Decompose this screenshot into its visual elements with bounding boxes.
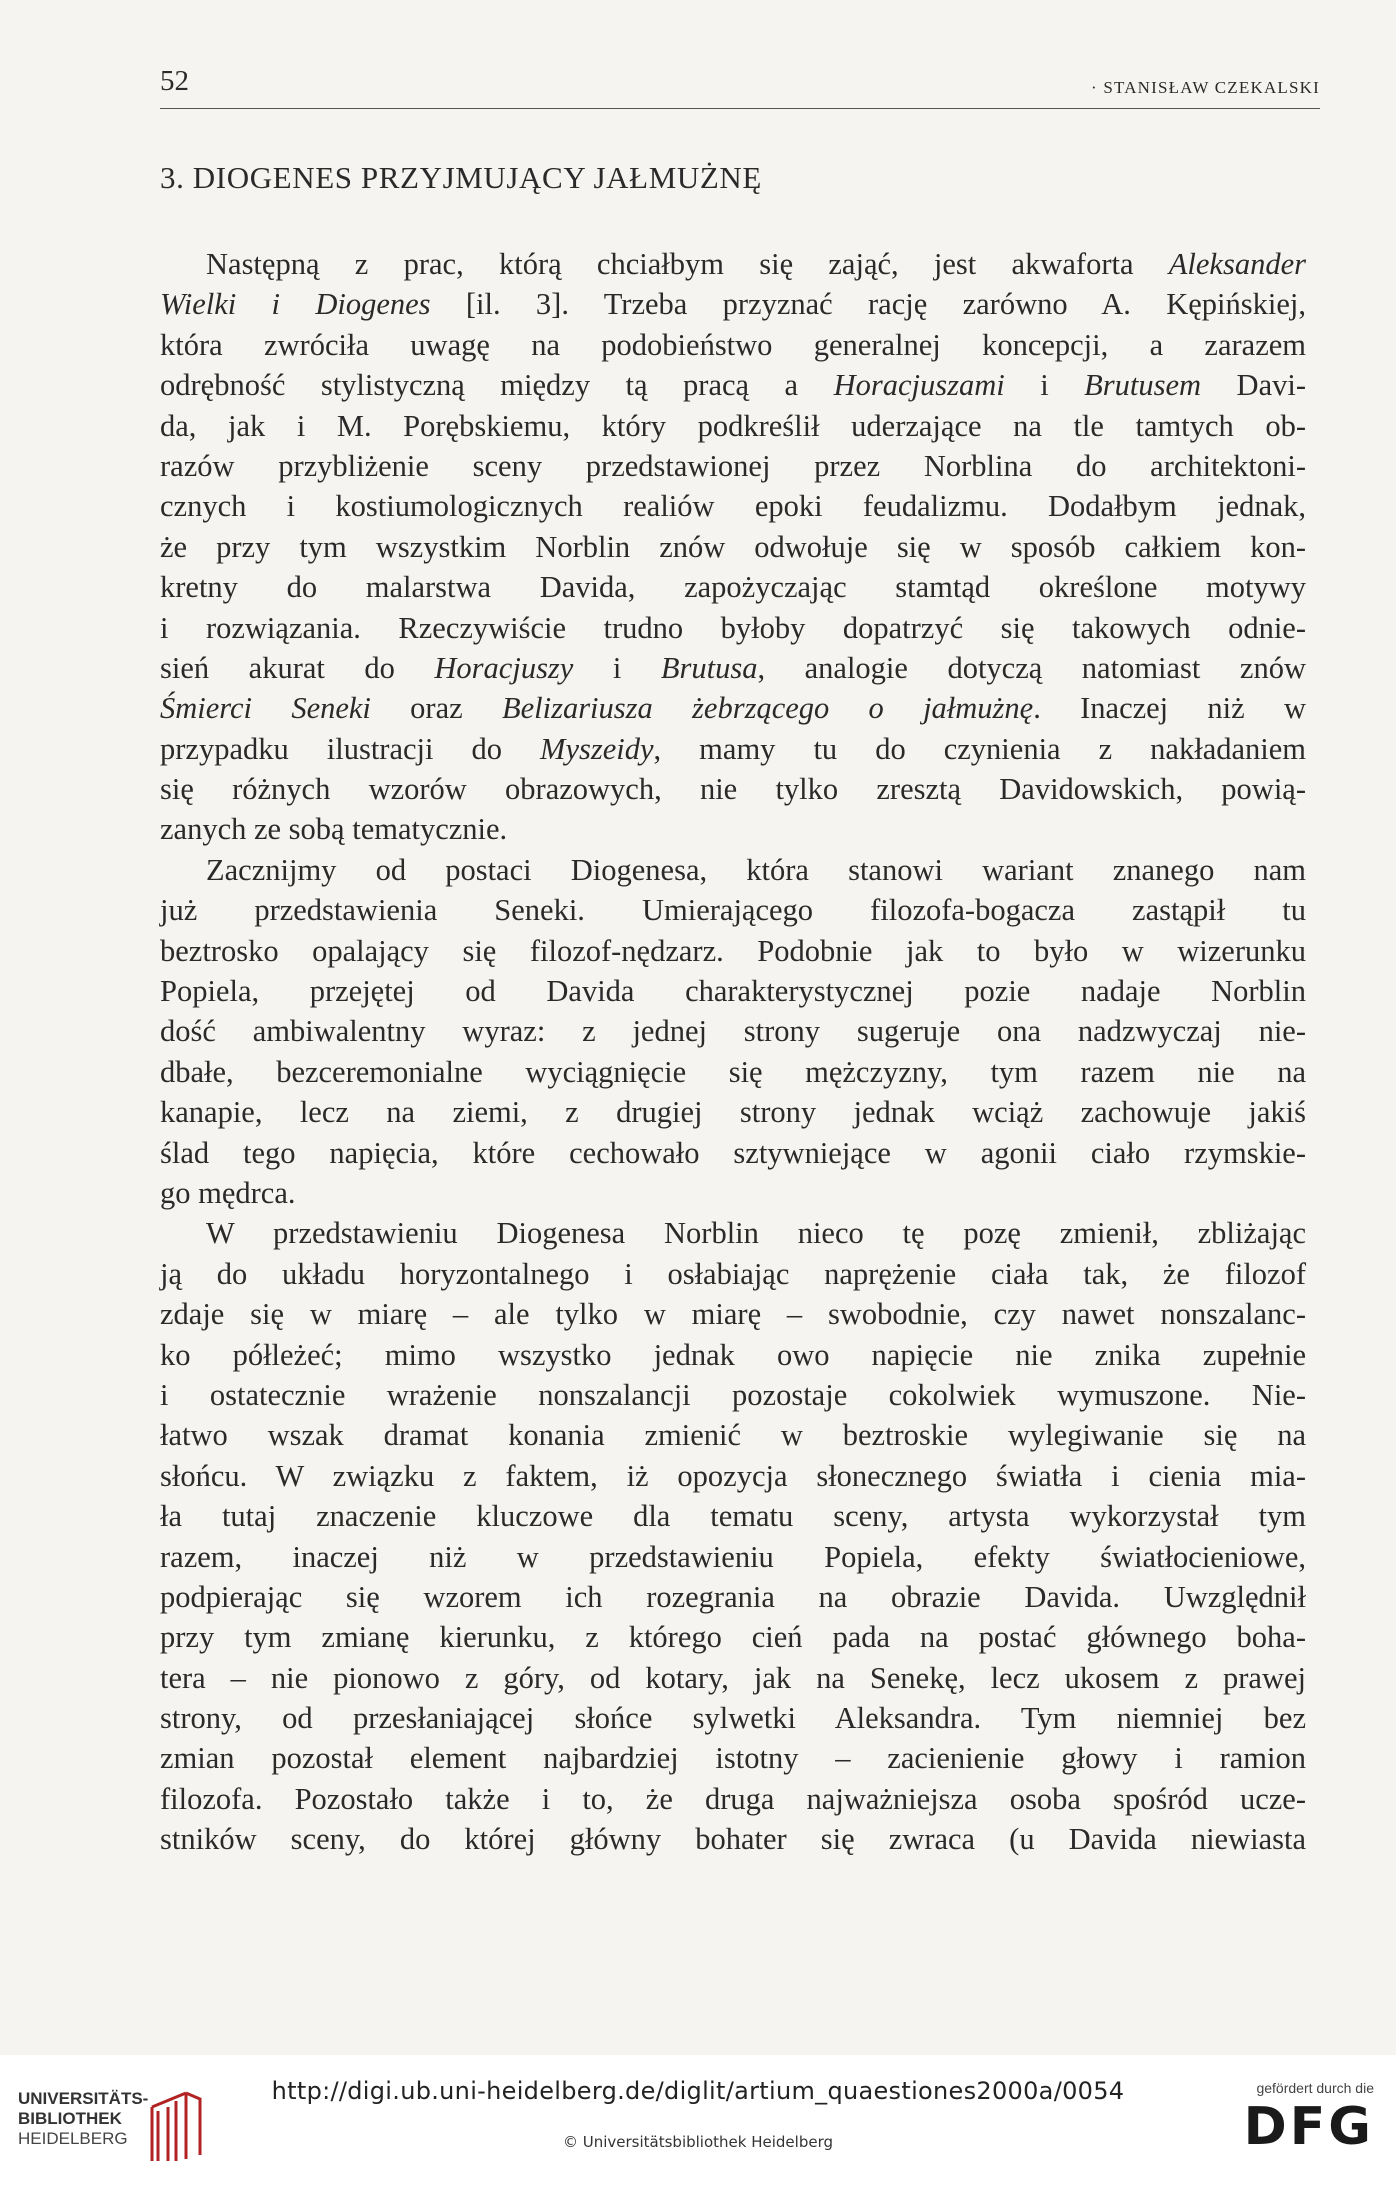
text-segment: ją do układu horyzontalnego i osłabiając naprężenie ciała tak, że filozof — [160, 1256, 1306, 1291]
text-segment: i ostatecznie wrażenie nonszalancji pozostaje cokolwiek wymuszone. Nie- — [160, 1377, 1306, 1412]
text-line — [160, 1335, 1306, 1375]
text-segment: ślad tego napięcia, które cechowało sztywniejące w agonii ciało rzymskie- — [160, 1135, 1306, 1170]
text-segment: , analogie dotyczą natomiast znów — [757, 650, 1306, 685]
text-line — [160, 850, 1306, 890]
text-segment: razem, inaczej niż w przedstawieniu Popiela, efekty światłocieniowe, — [160, 1539, 1306, 1574]
italic-title: Myszeidy — [540, 731, 654, 766]
text-line — [160, 971, 1306, 1011]
text-segment: przypadku ilustracji do — [160, 731, 541, 766]
italic-title: Wielki i Diogenes — [160, 287, 431, 322]
text-line — [160, 931, 1306, 971]
text-segment: razów przybliżenie sceny przedstawionej przez Norblina do architektoni- — [160, 448, 1306, 483]
italic-title: Belizariusza żebrzącego o jałmużnę — [501, 691, 1034, 726]
library-name-line1: UNIVERSITÄTS- — [18, 2089, 149, 2108]
text-line — [160, 1011, 1306, 1051]
text-line — [160, 1698, 1306, 1738]
text-line — [160, 1537, 1306, 1577]
text-segment: dbałe, bezceremonialne wyciągnięcie się mężczyzny, tym razem nie na — [160, 1054, 1306, 1089]
text-line — [160, 486, 1306, 526]
text-line — [160, 1173, 1306, 1213]
text-segment: już przedstawienia Seneki. Umierającego filozofa-bogacza zastąpił tu — [160, 893, 1306, 928]
source-url[interactable]: http://digi.ub.uni-heidelberg.de/diglit/artium_quaestiones2000a/0054 — [271, 2077, 1125, 2105]
text-segment: ko półleżeć; mimo wszystko jednak owo napięcie nie znika zupełnie — [160, 1337, 1306, 1372]
text-line — [160, 1738, 1306, 1778]
running-head-author: · STANISŁAW CZEKALSKI — [1091, 78, 1320, 97]
text-segment: podpierając się wzorem ich rozegrania na obrazie Davida. Uwzględnił — [160, 1579, 1306, 1614]
text-segment: Zacznijmy od postaci Diogenesa, która stanowi wariant znanego nam — [206, 852, 1306, 887]
text-line — [160, 527, 1306, 567]
text-line — [160, 567, 1306, 607]
body-text — [160, 244, 1306, 1860]
section-title: 3. DIOGENES PRZYJMUJĄCY JAŁMUŻNĘ — [160, 160, 762, 195]
text-segment: łatwo wszak dramat konania zmienić w beztroskie wylegiwanie się na — [160, 1418, 1306, 1453]
text-segment: dość ambiwalentny wyraz: z jednej strony sugeruje ona nadzwyczaj nie- — [160, 1014, 1306, 1049]
text-segment: zdaje się w miarę – ale tylko w miarę – swobodnie, czy nawet nonszalanc- — [160, 1297, 1306, 1332]
text-segment: Popiela, przejętej od Davida charakterystycznej pozie nadaje Norblin — [160, 974, 1306, 1009]
italic-title: Aleksander — [1168, 247, 1306, 281]
text-line — [160, 1415, 1306, 1455]
text-segment: tera – nie pionowo z góry, od kotary, jak na Senekę, lecz ukosem z prawej — [160, 1660, 1306, 1695]
text-line — [160, 890, 1306, 930]
text-line — [160, 1294, 1306, 1334]
text-line — [160, 1658, 1306, 1698]
text-line — [160, 1052, 1306, 1092]
text-segment: przy tym zmianę kierunku, z którego cień pada na postać głównego boha- — [160, 1620, 1306, 1655]
text-line — [160, 1456, 1306, 1496]
text-segment: [il. 3]. Trzeba przyznać rację zarówno A. Kępińskiej, — [430, 287, 1306, 322]
text-line — [160, 688, 1306, 728]
text-segment: cznych i kostiumologicznych realiów epoki feudalizmu. Dodałbym jednak, — [160, 489, 1306, 524]
text-line — [160, 1819, 1306, 1859]
text-line — [160, 1213, 1306, 1253]
digitization-footer — [0, 2055, 1396, 2185]
dfg-mark: DFG — [1243, 2097, 1374, 2157]
library-name-line2: BIBLIOTHEK — [18, 2109, 122, 2128]
text-segment: że przy tym wszystkim Norblin znów odwołuje się w sposób całkiem kon- — [160, 529, 1306, 564]
italic-title: Horacjuszami — [833, 368, 1005, 403]
text-line — [160, 244, 1306, 284]
text-segment: się różnych wzorów obrazowych, nie tylko zresztą Davidowskich, powią- — [160, 772, 1306, 807]
text-segment: strony, od przesłaniającej słońce sylwetki Aleksandra. Tym niemniej bez — [160, 1701, 1306, 1736]
text-line — [160, 1375, 1306, 1415]
text-segment: . Inaczej niż w — [1033, 691, 1306, 726]
text-segment: ła tutaj znaczenie kluczowe dla tematu sceny, artysta wykorzystał tym — [160, 1499, 1306, 1534]
text-segment: słońcu. W związku z faktem, iż opozycja słonecznego światła i cienia mia- — [160, 1458, 1306, 1493]
text-segment: oraz — [370, 691, 502, 726]
text-line — [160, 1092, 1306, 1132]
text-segment: zanych ze sobą tematycznie. — [160, 812, 508, 847]
text-line — [160, 1577, 1306, 1617]
text-segment: filozofa. Pozostało także i to, że druga najważniejsza osoba spośród ucze- — [160, 1781, 1306, 1816]
text-segment: odrębność stylistyczną między tą pracą a — [160, 368, 834, 403]
text-line — [160, 325, 1306, 365]
text-line — [160, 769, 1306, 809]
running-head — [160, 64, 1320, 109]
text-segment: beztrosko opalający się filozof-nędzarz. Podobnie jak to było w wizerunku — [160, 933, 1306, 968]
text-segment: , mamy tu do czynienia z nakładaniem — [653, 731, 1306, 766]
text-line — [160, 608, 1306, 648]
dfg-logo — [1234, 2079, 1374, 2169]
dfg-caption: gefördert durch die — [1256, 2080, 1374, 2096]
italic-title: Horacjuszy — [434, 650, 574, 685]
text-segment: Następną z prac, którą chciałbym się zająć, jest akwaforta — [206, 247, 1169, 281]
text-segment: W przedstawieniu Diogenesa Norblin nieco tę pozę zmienił, zbliżając — [206, 1216, 1306, 1251]
text-line — [160, 365, 1306, 405]
text-line — [160, 729, 1306, 769]
page-number: 52 — [160, 65, 189, 97]
text-line — [160, 446, 1306, 486]
text-segment: sień akurat do — [160, 650, 435, 685]
copyright-notice: © Universitätsbibliothek Heidelberg — [562, 2133, 833, 2151]
text-line — [160, 1496, 1306, 1536]
italic-title: Brutusem — [1084, 368, 1202, 403]
italic-title: Śmierci Seneki — [160, 691, 371, 726]
text-segment: zmian pozostał element najbardziej istotny – zacienienie głowy i ramion — [160, 1741, 1306, 1776]
text-line — [160, 1617, 1306, 1657]
library-name-line3: HEIDELBERG — [18, 2129, 128, 2148]
text-segment: da, jak i M. Porębskiemu, który podkreślił uderzające na tle tamtych ob- — [160, 408, 1306, 443]
text-segment: i — [573, 650, 661, 685]
text-segment: Davi- — [1201, 368, 1306, 403]
text-segment: która zwróciła uwagę na podobieństwo generalnej koncepcji, a zarazem — [160, 327, 1306, 362]
text-line — [160, 284, 1306, 324]
text-line — [160, 1133, 1306, 1173]
text-segment: go mędrca. — [160, 1175, 296, 1210]
text-line — [160, 1779, 1306, 1819]
text-segment: i rozwiązania. Rzeczywiście trudno byłoby dopatrzyć się takowych odnie- — [160, 610, 1306, 645]
text-segment: kretny do malarstwa Davida, zapożyczając stamtąd określone motywy — [160, 570, 1306, 605]
text-line — [160, 809, 1306, 849]
text-line — [160, 648, 1306, 688]
italic-title: Brutusa — [660, 650, 758, 685]
text-segment: stników sceny, do której główny bohater się zwraca (u Davida niewiasta — [160, 1822, 1306, 1857]
text-line — [160, 406, 1306, 446]
text-line — [160, 1254, 1306, 1294]
text-segment: i — [1004, 368, 1085, 403]
text-segment: kanapie, lecz na ziemi, z drugiej strony jednak wciąż zachowuje jakiś — [160, 1095, 1306, 1130]
